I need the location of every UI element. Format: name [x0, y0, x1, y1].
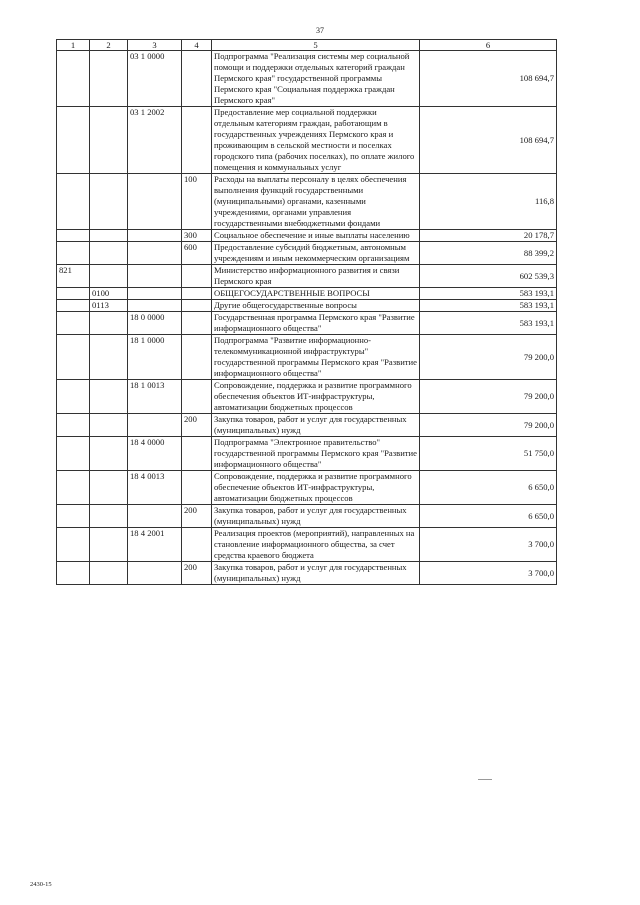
- amount-cell: 51 750,0: [420, 437, 557, 471]
- expense-type-cell: [182, 471, 212, 505]
- amount-cell: 20 178,7: [420, 230, 557, 242]
- expense-type-cell: [182, 288, 212, 300]
- table-row: [57, 230, 557, 242]
- scan-mark: [478, 779, 492, 780]
- expense-type-cell: 300: [182, 230, 212, 242]
- description-cell: Предоставление мер социальной поддержки отдельным категориям граждан, работающим в государственных учреждениях Пермского края и проживающим в сельской местности и поселках городского типа (рабочих поселках), по оплате жилого помещения и коммунальных услуг: [212, 107, 420, 174]
- expense-type-cell: [182, 51, 212, 107]
- target-article-cell: [128, 230, 182, 242]
- table-row: [57, 51, 557, 107]
- section-code-cell: [90, 505, 128, 528]
- description-cell: Закупка товаров, работ и услуг для государственных (муниципальных) нужд: [212, 562, 420, 585]
- section-code-cell: [90, 380, 128, 414]
- section-code-cell: 0100: [90, 288, 128, 300]
- section-code-cell: [90, 414, 128, 437]
- amount-cell: 79 200,0: [420, 380, 557, 414]
- target-article-cell: [128, 288, 182, 300]
- target-article-cell: [128, 562, 182, 585]
- table-row: [57, 312, 557, 335]
- description-cell: Предоставление субсидий бюджетным, автономным учреждениям и иным некоммерческим организациям: [212, 242, 420, 265]
- table-row: [57, 288, 557, 300]
- section-code-cell: [90, 437, 128, 471]
- ministry-code-cell: [57, 437, 90, 471]
- amount-cell: 116,8: [420, 174, 557, 230]
- description-cell: Министерство информационного развития и связи Пермского края: [212, 265, 420, 288]
- target-article-cell: 03 1 2002: [128, 107, 182, 174]
- section-code-cell: 0113: [90, 300, 128, 312]
- target-article-cell: 18 4 2001: [128, 528, 182, 562]
- ministry-code-cell: [57, 312, 90, 335]
- description-cell: Реализация проектов (мероприятий), направленных на становление информационного общества, за счет средства краевого бюджета: [212, 528, 420, 562]
- description-cell: Подпрограмма "Реализация системы мер социальной помощи и поддержки отдельных категорий граждан Пермского края" государственной программы Пермского края "Социальная поддержка граждан Пермского края": [212, 51, 420, 107]
- column-header: 1: [57, 40, 90, 51]
- column-header: 5: [212, 40, 420, 51]
- expense-type-cell: [182, 265, 212, 288]
- target-article-cell: [128, 174, 182, 230]
- amount-cell: 108 694,7: [420, 51, 557, 107]
- description-cell: Подпрограмма "Развитие информационно-телекоммуникационной инфраструктуры" государственной программы Пермского края "Развитие информационного общества": [212, 335, 420, 380]
- page-number: 37: [316, 26, 324, 35]
- target-article-cell: [128, 242, 182, 265]
- expense-type-cell: 200: [182, 505, 212, 528]
- amount-cell: 6 650,0: [420, 471, 557, 505]
- expense-type-cell: [182, 380, 212, 414]
- target-article-cell: 03 1 0000: [128, 51, 182, 107]
- description-cell: ОБЩЕГОСУДАРСТВЕННЫЕ ВОПРОСЫ: [212, 288, 420, 300]
- ministry-code-cell: [57, 335, 90, 380]
- target-article-cell: [128, 414, 182, 437]
- ministry-code-cell: [57, 380, 90, 414]
- amount-cell: 583 193,1: [420, 300, 557, 312]
- section-code-cell: [90, 107, 128, 174]
- column-header: 6: [420, 40, 557, 51]
- ministry-code-cell: 821: [57, 265, 90, 288]
- table-row: [57, 414, 557, 437]
- ministry-code-cell: [57, 300, 90, 312]
- table-row: [57, 437, 557, 471]
- amount-cell: 3 700,0: [420, 528, 557, 562]
- target-article-cell: 18 1 0000: [128, 335, 182, 380]
- expense-type-cell: [182, 335, 212, 380]
- target-article-cell: [128, 505, 182, 528]
- target-article-cell: 18 0 0000: [128, 312, 182, 335]
- table-row: [57, 242, 557, 265]
- amount-cell: 3 700,0: [420, 562, 557, 585]
- description-cell: Социальное обеспечение и иные выплаты населению: [212, 230, 420, 242]
- description-cell: Государственная программа Пермского края "Развитие информационного общества": [212, 312, 420, 335]
- budget-table: [56, 39, 557, 585]
- description-cell: Расходы на выплаты персоналу в целях обеспечения выполнения функций государственными (муниципальными) органами, казенными учреждениями, органами управления государственными внебюджетными фондами: [212, 174, 420, 230]
- table-row: [57, 335, 557, 380]
- ministry-code-cell: [57, 288, 90, 300]
- document-id: 2430-15: [30, 881, 52, 888]
- expense-type-cell: 600: [182, 242, 212, 265]
- expense-type-cell: 200: [182, 414, 212, 437]
- section-code-cell: [90, 312, 128, 335]
- section-code-cell: [90, 562, 128, 585]
- expense-type-cell: 100: [182, 174, 212, 230]
- ministry-code-cell: [57, 230, 90, 242]
- column-header: 3: [128, 40, 182, 51]
- section-code-cell: [90, 230, 128, 242]
- target-article-cell: 18 4 0000: [128, 437, 182, 471]
- expense-type-cell: [182, 107, 212, 174]
- description-cell: Сопровождение, поддержка и развитие программного обеспечения объектов ИТ-инфраструктуры, автоматизации бюджетных процессов: [212, 380, 420, 414]
- column-header: 4: [182, 40, 212, 51]
- description-cell: Подпрограмма "Электронное правительство" государственной программы Пермского края "Развитие информационного общества": [212, 437, 420, 471]
- ministry-code-cell: [57, 107, 90, 174]
- section-code-cell: [90, 335, 128, 380]
- section-code-cell: [90, 471, 128, 505]
- table-row: [57, 562, 557, 585]
- table-row: [57, 107, 557, 174]
- ministry-code-cell: [57, 471, 90, 505]
- table-row: [57, 528, 557, 562]
- expense-type-cell: [182, 528, 212, 562]
- expense-type-cell: [182, 300, 212, 312]
- ministry-code-cell: [57, 414, 90, 437]
- column-header: 2: [90, 40, 128, 51]
- ministry-code-cell: [57, 174, 90, 230]
- description-cell: Закупка товаров, работ и услуг для государственных (муниципальных) нужд: [212, 414, 420, 437]
- table-row: [57, 380, 557, 414]
- amount-cell: 79 200,0: [420, 335, 557, 380]
- expense-type-cell: [182, 437, 212, 471]
- amount-cell: 79 200,0: [420, 414, 557, 437]
- ministry-code-cell: [57, 505, 90, 528]
- section-code-cell: [90, 174, 128, 230]
- section-code-cell: [90, 51, 128, 107]
- ministry-code-cell: [57, 528, 90, 562]
- section-code-cell: [90, 242, 128, 265]
- description-cell: Сопровождение, поддержка и развитие программного обеспечение объектов ИТ-инфраструктуры, автоматизации бюджетных процессов: [212, 471, 420, 505]
- amount-cell: 583 193,1: [420, 312, 557, 335]
- section-code-cell: [90, 265, 128, 288]
- target-article-cell: 18 1 0013: [128, 380, 182, 414]
- table-row: [57, 174, 557, 230]
- description-cell: Закупка товаров, работ и услуг для государственных (муниципальных) нужд: [212, 505, 420, 528]
- target-article-cell: [128, 300, 182, 312]
- amount-cell: 602 539,3: [420, 265, 557, 288]
- table-row: [57, 471, 557, 505]
- ministry-code-cell: [57, 242, 90, 265]
- amount-cell: 583 193,1: [420, 288, 557, 300]
- table-row: [57, 300, 557, 312]
- table-body: [57, 51, 557, 585]
- target-article-cell: 18 4 0013: [128, 471, 182, 505]
- expense-type-cell: 200: [182, 562, 212, 585]
- target-article-cell: [128, 265, 182, 288]
- expense-type-cell: [182, 312, 212, 335]
- amount-cell: 6 650,0: [420, 505, 557, 528]
- amount-cell: 108 694,7: [420, 107, 557, 174]
- section-code-cell: [90, 528, 128, 562]
- ministry-code-cell: [57, 562, 90, 585]
- ministry-code-cell: [57, 51, 90, 107]
- header-row: [57, 40, 557, 51]
- table-row: [57, 505, 557, 528]
- table-row: [57, 265, 557, 288]
- amount-cell: 88 399,2: [420, 242, 557, 265]
- description-cell: Другие общегосударственные вопросы: [212, 300, 420, 312]
